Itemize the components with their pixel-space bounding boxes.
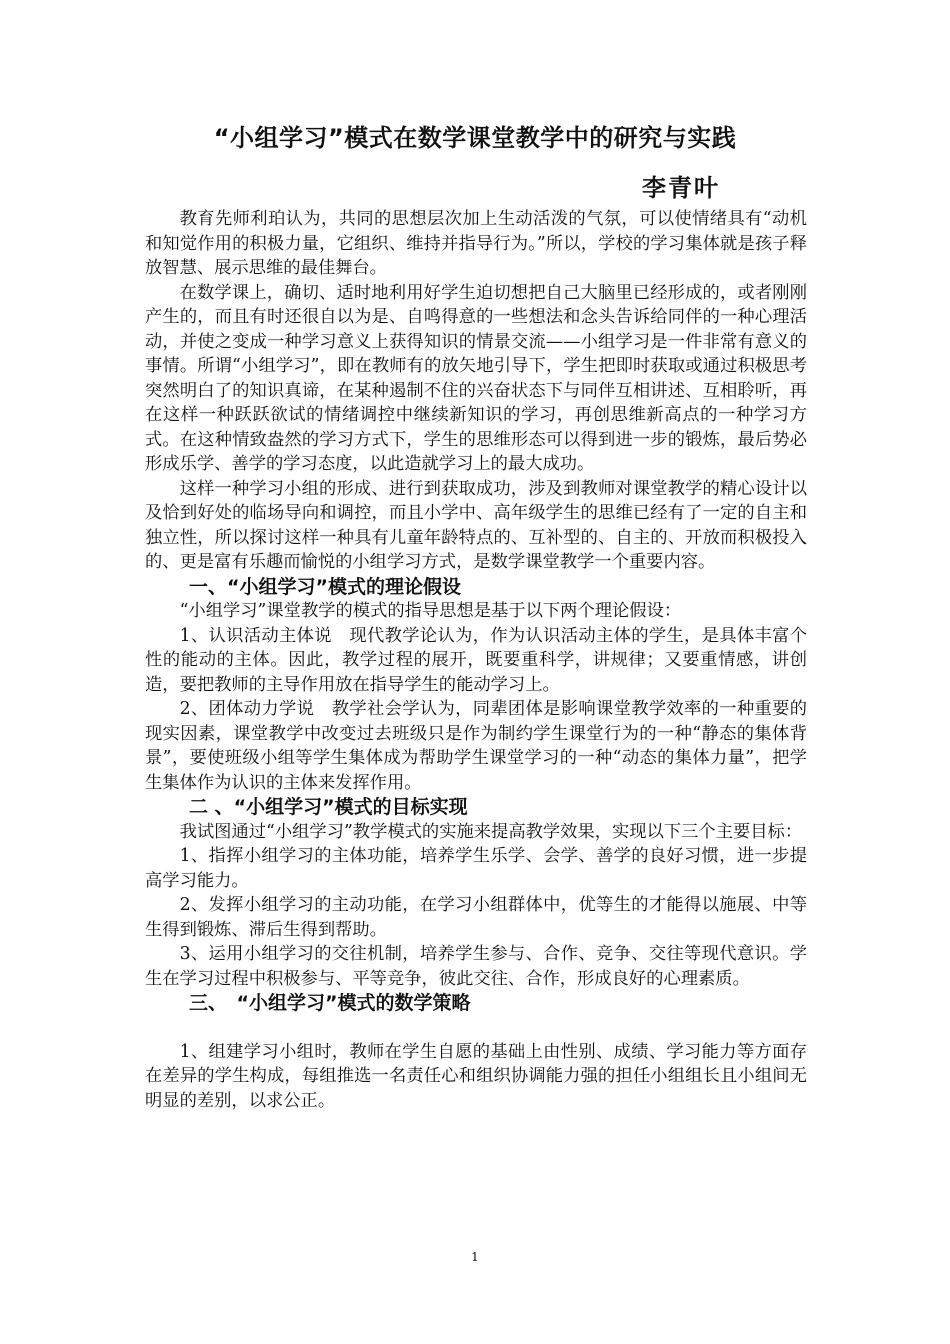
paragraph: “小组学习”课堂教学的模式的指导思想是基于以下两个理论假设： (179, 601, 682, 621)
author-name: 李青叶 (642, 174, 720, 202)
page-number: 1 (471, 1250, 479, 1264)
paragraph: 3、运用小组学习的交往机制，培养学生参与、合作、竞争、交往等现代意识。学生在学习过程中积极参与、平等竞争，彼此交往、合作，形成良好的心理素质。 (145, 944, 807, 989)
blank-line (145, 1016, 807, 1040)
paragraph: 我试图通过“小组学习”教学模式的实施来提高教学效果，实现以下三个主要目标： (179, 821, 803, 842)
document-body (145, 207, 807, 1113)
paragraph: 1、指挥小组学习的主体功能，培养学生乐学、会学、善学的良好习惯，进一步提高学习能力。 (145, 846, 807, 891)
paragraph: 在数学课上，确切、适时地利用好学生迫切想把自己大脑里已经形成的，或者刚刚产生的，而且有时还很自以为是、自鸣得意的一些想法和念头告诉给同伴的一种心理活动，并使之变成一种学习意义上获得知识的情景交流——小组学习是一件非常有意义的事情。所谓“小组学习”，即在教师有的放矢地引导下，学生把即时获取或通过积极思考突然明白了的知识真谛，在某种遏制不住的兴奋状态下与同伴互相讲述、互相聆听，再在这样一种跃跃欲试的情绪调控中继续新知识的学习，再创思维新高点的一种学习方式。在这种情致盎然的学习方式下，学生的思维形态可以得到进一步的锻炼，最后势必形成乐学、善学的学习态度，以此造就学习上的最大成功。 (145, 282, 807, 474)
paragraph: 2、团体动力学说 教学社会学认为，同辈团体是影响课堂教学效率的一种重要的现实因素，课堂教学中改变过去班级只是作为制约学生课堂行为的一种“静态的集体背景”，要使班级小组等学生集体成为帮助学生课堂学习的一种“动态的集体力量”，把学生集体作为认识的主体来发挥作用。 (145, 699, 807, 793)
paragraph: 2、发挥小组学习的主动功能，在学习小组群体中，优等生的才能得以施展、中等生得到锻炼、滞后生得到帮助。 (145, 895, 807, 940)
section-heading: 一、“小组学习”模式的理论假设 (189, 575, 461, 598)
section-heading: 二 、“小组学习”模式的目标实现 (189, 796, 468, 818)
document-title: “小组学习”模式在数学课堂教学中的研究与实践 (213, 124, 737, 152)
paragraph: 1、认识活动主体说 现代教学论认为，作为认识活动主体的学生，是具体丰富个性的能动的主体。因此，教学过程的展开，既要重科学，讲规律；又要重情感，讲创造，要把教师的主导作用放在指导学生的能动学习上。 (145, 625, 807, 695)
paragraph: 1、组建学习小组时，教师在学生自愿的基础上由性别、成绩、学习能力等方面存在差异的学生构成，每组推选一名责任心和组织协调能力强的担任小组组长且小组间无明显的差别，以求公正。 (145, 1041, 807, 1111)
section-heading: 三、 “小组学习”模式的数学策略 (189, 992, 471, 1014)
paragraph: 这样一种学习小组的形成、进行到获取成功，涉及到教师对课堂教学的精心设计以及恰到好处的临场导向和调控，而且小学中、高年级学生的思维已经有了一定的自主和独立性，所以探讨这样一种具有儿童年龄特点的、互补型的、自主的、开放而积极投入的、更是富有乐趣而愉悦的小组学习方式，是数学课堂教学一个重要内容。 (145, 478, 807, 572)
paragraph: 教育先师利珀认为，共同的思想层次加上生动活泼的气氛，可以使情绪具有“动机和知觉作用的积极力量，它组织、维持并指导行为。”所以，学校的学习集体就是孩子释放智慧、展示思维的最佳舞台。 (145, 209, 807, 278)
